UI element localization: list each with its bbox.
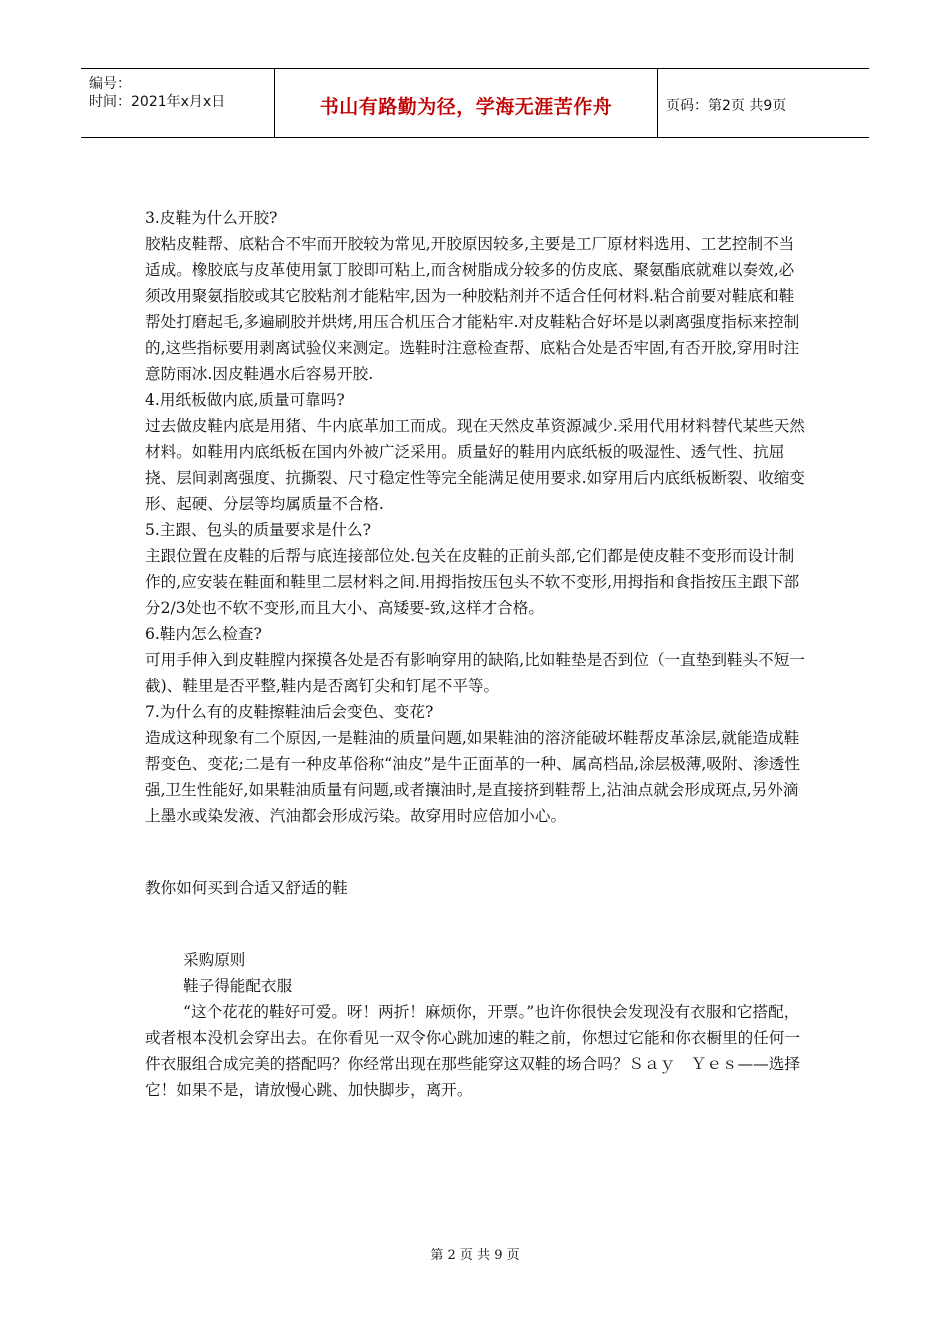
- subheading-match-clothes: 鞋子得能配衣服: [183, 977, 293, 995]
- question-heading: 5.主跟、包头的质量要求是什么?: [145, 521, 371, 539]
- question-heading: 6.鞋内怎么检查?: [145, 625, 262, 643]
- document-number-label: 编号：: [89, 76, 131, 92]
- header-page-info: 页码：第2页 共9页: [666, 98, 787, 114]
- question-heading: 3.皮鞋为什么开胶?: [145, 209, 278, 227]
- answer-paragraph: 可用手伸入到皮鞋膛内探摸各处是否有影响穿用的缺陷,比如鞋垫是否到位（一直垫到鞋头不短一截)、鞋里是否平整,鞋内是否离钉尖和钉尾不平等。: [145, 651, 805, 695]
- header-motto-cell: [275, 69, 658, 137]
- question-heading: 7.为什么有的皮鞋擦鞋油后会变色、变花?: [145, 703, 434, 721]
- subheading-principle: 采购原则: [183, 951, 246, 969]
- header-meta-cell: [81, 69, 275, 137]
- answer-paragraph: 主跟位置在皮鞋的后帮与底连接部位处.包关在皮鞋的正前头部,它们都是使皮鞋不变形而设计制作的,应安装在鞋面和鞋里二层材料之间.用拇指按压包头不软不变形,用拇指和食指按压主跟下部分2/3处也不软不变形,而且大小、高矮要-致,这样才合格。: [145, 547, 800, 617]
- article-title: 教你如何买到合适又舒适的鞋: [145, 879, 348, 897]
- page-header: [81, 68, 869, 138]
- body-paragraph: “这个花花的鞋好可爱。呀！两折！麻烦你，开票。”也许你很快会发现没有衣服和它搭配，或者根本没机会穿出去。在你看见一双令你心跳加速的鞋之前，你想过它能和你衣橱里的任何一件衣服组合成完美的搭配吗？你经常出现在那些能穿这双鞋的场合吗？Ｓａｙ Ｙｅｓ——选择它！如果不是，请放慢心跳、加快脚步，离开。: [145, 1003, 800, 1099]
- page-footer: 第 2 页 共 9 页: [430, 1248, 520, 1263]
- document-body: [145, 205, 807, 1103]
- header-page-cell: [658, 69, 869, 137]
- answer-paragraph: 胶粘皮鞋帮、底粘合不牢而开胶较为常见,开胶原因较多,主要是工厂原材料选用、工艺控制不当适成。橡胶底与皮革使用氯丁胶即可粘上,而含树脂成分较多的仿皮底、聚氨酯底就难以奏效,必须改用聚氨指胶或其它胶粘剂才能粘牢,因为一种胶粘剂并不适合任何材料.粘合前要对鞋底和鞋帮处打磨起毛,多遍刷胶并烘烤,用压合机压合才能粘牢.对皮鞋粘合好坏是以剥离强度指标来控制的,这些指标要用剥离试验仪来测定。选鞋时注意检查帮、底粘合处是否牢固,有否开胶,穿用时注意防雨冰.因皮鞋遇水后容易开胶.: [145, 235, 800, 383]
- answer-paragraph: 造成这种现象有二个原因,一是鞋油的质量问题,如果鞋油的溶济能破坏鞋帮皮革涂层,就能造成鞋帮变色、变花;二是有一种皮革俗称“油皮”是牛正面革的一种、属高档品,涂层极薄,吸附、渗透性强,卫生性能好,如果鞋油质量有问题,或者攘油时,是直接挤到鞋帮上,沾油点就会形成斑点,另外滴上墨水或染发液、汽油都会形成污染。故穿用时应倍加小心。: [145, 729, 800, 825]
- header-motto: 书山有路勤为径，学海无涯苦作舟: [319, 96, 613, 118]
- document-date: 时间：2021年x月x日: [89, 94, 226, 110]
- question-heading: 4.用纸板做内底,质量可靠吗?: [145, 391, 345, 409]
- answer-paragraph: 过去做皮鞋内底是用猪、牛内底革加工而成。现在天然皮革资源减少.采用代用材料替代某些天然材料。如鞋用内底纸板在国内外被广泛采用。质量好的鞋用内底纸板的吸湿性、透气性、抗屈挠、层间剥离强度、抗撕裂、尺寸稳定性等完全能满足使用要求.如穿用后内底纸板断裂、收缩变形、起硬、分层等均属质量不合格.: [145, 417, 805, 513]
